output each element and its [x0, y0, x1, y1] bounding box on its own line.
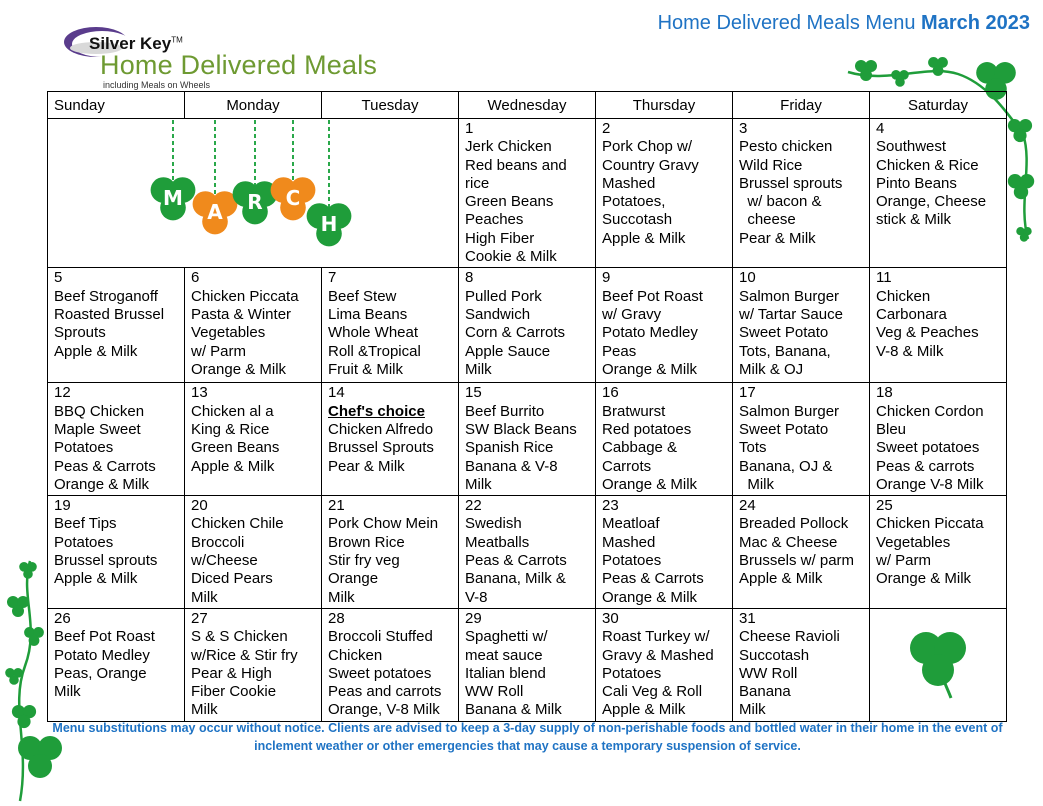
menu-item-line: Potato Medley	[54, 646, 150, 664]
menu-item-line: Gravy & Mashed	[602, 646, 714, 664]
menu-item-line: Apple & Milk	[191, 457, 275, 475]
day-number: 25	[876, 497, 893, 515]
banner-letter: M	[163, 186, 183, 210]
menu-item-line: Mashed	[602, 533, 656, 551]
weekday-header: Tuesday	[322, 92, 459, 119]
day-number: 29	[465, 609, 482, 627]
march-banner-cell	[48, 119, 459, 268]
menu-item-line: Fiber Cookie	[191, 683, 277, 701]
day-cell	[870, 496, 1007, 609]
day-cell	[733, 383, 870, 496]
day-number: 7	[328, 269, 337, 287]
menu-item-line: Bleu	[876, 420, 907, 438]
menu-item-line: Banana & V-8	[465, 457, 558, 475]
menu-item-line: Mac & Cheese	[739, 533, 838, 551]
day-number: 11	[876, 269, 892, 287]
day-number: 13	[191, 384, 208, 402]
menu-item-line: Chicken	[328, 646, 383, 664]
menu-item-line: Peas & Carrots	[602, 570, 704, 588]
menu-item-line: Brussel sprouts	[54, 552, 158, 570]
menu-item-line: Milk	[465, 360, 492, 378]
menu-item-line: High Fiber	[465, 229, 535, 247]
menu-item-line: Chicken	[876, 287, 931, 305]
menu-item-line: Tots, Banana,	[739, 342, 831, 360]
week-row	[48, 608, 1007, 721]
menu-item-line: Spanish Rice	[465, 439, 554, 457]
menu-item-line: Apple & Milk	[54, 342, 138, 360]
menu-item-line: Chicken Cordon	[876, 402, 984, 420]
menu-item-line: Orange & Milk	[54, 475, 150, 493]
menu-item-line: S & S Chicken	[191, 628, 288, 646]
menu-item-line: Potatoes	[54, 533, 114, 551]
day-cell	[596, 268, 733, 383]
menu-item-line: Pasta & Winter	[191, 305, 292, 323]
day-cell	[322, 383, 459, 496]
menu-item-line: Succotash	[602, 211, 673, 229]
menu-item-line: Brussels w/ parm	[739, 552, 855, 570]
day-cell	[185, 608, 322, 721]
logo-service-name: Home Delivered Meals	[100, 50, 378, 80]
menu-item-line: Banana	[739, 683, 791, 701]
menu-item-line: Broccoli	[191, 533, 245, 551]
day-number: 14	[328, 384, 345, 402]
day-cell	[185, 383, 322, 496]
menu-item-line: Orange, V-8 Milk	[328, 701, 440, 719]
menu-item-line: Milk	[328, 588, 355, 606]
menu-item-line: Broccoli Stuffed	[328, 628, 433, 646]
menu-item-line: Potatoes	[602, 664, 662, 682]
day-number: 16	[602, 384, 619, 402]
day-number: 18	[876, 384, 893, 402]
day-cell	[459, 496, 596, 609]
day-cell	[322, 608, 459, 721]
menu-item-line: WW Roll	[465, 683, 524, 701]
menu-item-line: Pear & Milk	[328, 457, 405, 475]
menu-item-line: Beef Pot Roast	[54, 628, 155, 646]
menu-item-line: Roasted Brussel	[54, 305, 165, 323]
day-cell	[596, 119, 733, 268]
shamrock-cell	[870, 608, 1007, 721]
day-number: 22	[465, 497, 482, 515]
menu-item-line: Orange & Milk	[602, 360, 698, 378]
menu-item-line: Peas & Carrots	[54, 457, 156, 475]
menu-item-line: Sweet potatoes	[328, 664, 432, 682]
day-cell	[48, 268, 185, 383]
menu-item-line: Pear & Milk	[739, 229, 816, 247]
menu-item-line: Milk & OJ	[739, 360, 804, 378]
menu-item-line: Breaded Pollock	[739, 515, 849, 533]
menu-item-line: Swedish	[465, 515, 522, 533]
week-row	[48, 496, 1007, 609]
weekday-header: Saturday	[870, 92, 1007, 119]
day-cell	[322, 268, 459, 383]
menu-item-line: Mashed	[602, 174, 656, 192]
menu-item-line: Spaghetti w/	[465, 628, 548, 646]
menu-item-line: Carrots	[602, 457, 652, 475]
banner-letter: H	[320, 212, 338, 236]
menu-item-line: Fruit & Milk	[328, 360, 403, 378]
day-number: 12	[54, 384, 71, 402]
menu-item-line: Milk	[54, 683, 81, 701]
menu-item-line: Milk	[191, 701, 218, 719]
menu-item-line: Chicken Piccata	[191, 287, 299, 305]
day-number: 5	[54, 269, 63, 287]
weekday-header: Thursday	[596, 92, 733, 119]
day-cell	[48, 608, 185, 721]
menu-item-line: Brussel sprouts	[739, 174, 843, 192]
menu-item-line: Potato Medley	[602, 324, 698, 342]
day-cell	[459, 383, 596, 496]
day-cell	[459, 119, 596, 268]
menu-item-line: Peaches	[465, 211, 524, 229]
menu-item-line: Chicken al a	[191, 402, 274, 420]
weekday-header: Sunday	[48, 92, 185, 119]
menu-item-line: Beef Burrito	[465, 402, 545, 420]
week-row	[48, 119, 1007, 268]
menu-item-line: Apple & Milk	[602, 229, 686, 247]
menu-item-line: stick & Milk	[876, 211, 951, 229]
menu-item-line: Milk	[739, 475, 774, 493]
menu-item-line: Sweet potatoes	[876, 439, 980, 457]
menu-item-line: Chicken Alfredo	[328, 420, 434, 438]
menu-item-line: meat sauce	[465, 646, 543, 664]
menu-item-line: Cheese Ravioli	[739, 628, 840, 646]
menu-item-line: Red potatoes	[602, 420, 692, 438]
menu-item-line: Bratwurst	[602, 402, 666, 420]
menu-item-line: V-8	[465, 588, 488, 606]
menu-item-line: Potatoes	[602, 552, 662, 570]
menu-item-line: Banana, OJ &	[739, 457, 833, 475]
menu-item-line: Whole Wheat	[328, 324, 419, 342]
menu-item-line: Pulled Pork	[465, 287, 542, 305]
day-number: 6	[191, 269, 200, 287]
menu-item-line: Lima Beans	[328, 305, 408, 323]
menu-item-line: Vegetables	[191, 324, 266, 342]
menu-item-line: Jerk Chicken	[465, 138, 552, 156]
day-cell	[459, 608, 596, 721]
menu-item-line: Succotash	[739, 646, 810, 664]
menu-item-line: Country Gravy	[602, 156, 699, 174]
menu-item-line: Pear & High	[191, 664, 272, 682]
banner-letter: C	[285, 186, 301, 210]
menu-item-line: Peas and carrots	[328, 683, 442, 701]
menu-item-line: Peas & Carrots	[465, 552, 567, 570]
menu-calendar	[47, 91, 1007, 722]
day-cell	[733, 119, 870, 268]
menu-item-line: Banana & Milk	[465, 701, 562, 719]
menu-item-line: Milk	[739, 701, 766, 719]
weekday-header: Monday	[185, 92, 322, 119]
menu-item-line: Wild Rice	[739, 156, 803, 174]
day-cell	[185, 268, 322, 383]
menu-item-line: Apple & Milk	[602, 701, 686, 719]
menu-item-line: Veg & Peaches	[876, 324, 979, 342]
menu-item-line: Cookie & Milk	[465, 248, 557, 266]
menu-item-line: Pinto Beans	[876, 174, 957, 192]
menu-item-line: Stir fry veg	[328, 552, 400, 570]
menu-item-line: Banana, Milk &	[465, 570, 566, 588]
march-banner-icon	[133, 120, 373, 260]
menu-item-line: Milk	[465, 475, 492, 493]
menu-item-line: Italian blend	[465, 664, 546, 682]
menu-item-line: King & Rice	[191, 420, 270, 438]
menu-item-line: Chicken Piccata	[876, 515, 984, 533]
menu-item-line: Brussel Sprouts	[328, 439, 434, 457]
menu-item-line: Red beans and	[465, 156, 567, 174]
menu-item-line: Chicken Chile	[191, 515, 284, 533]
menu-item-line: Pork Chop w/	[602, 138, 693, 156]
day-cell	[596, 383, 733, 496]
day-cell	[596, 496, 733, 609]
menu-item-line: w/ Tartar Sauce	[739, 305, 843, 323]
day-number: 4	[876, 120, 885, 137]
menu-item-line: Meatballs	[465, 533, 530, 551]
menu-item-line: Carbonara	[876, 305, 947, 323]
menu-item-line: w/Rice & Stir fry	[191, 646, 298, 664]
day-number: 9	[602, 269, 611, 287]
menu-item-line: w/ bacon &	[739, 193, 822, 211]
weekday-header: Friday	[733, 92, 870, 119]
day-number: 20	[191, 497, 208, 515]
menu-item-line: Brown Rice	[328, 533, 405, 551]
menu-item-line: Chicken & Rice	[876, 156, 979, 174]
menu-item-line: Green Beans	[465, 193, 554, 211]
menu-item-line: Cabbage &	[602, 439, 678, 457]
menu-item-line: cheese	[739, 211, 796, 229]
menu-item-line: BBQ Chicken	[54, 402, 145, 420]
menu-item-line: Corn & Carrots	[465, 324, 566, 342]
menu-item-line: Peas, Orange	[54, 664, 147, 682]
menu-item-line: Salmon Burger	[739, 287, 840, 305]
day-number: 23	[602, 497, 619, 515]
weekday-header-row	[48, 92, 1007, 119]
day-number: 1	[465, 120, 474, 137]
day-cell	[48, 496, 185, 609]
day-cell	[459, 268, 596, 383]
menu-item-line: Orange & Milk	[876, 570, 972, 588]
menu-item-line: Peas & carrots	[876, 457, 975, 475]
menu-item-line: V-8 & Milk	[876, 342, 944, 360]
day-number: 26	[54, 609, 71, 627]
day-number: 19	[54, 497, 71, 515]
banner-letter: R	[247, 190, 263, 214]
menu-item-line: WW Roll	[739, 664, 798, 682]
menu-item-line: Pork Chow Mein	[328, 515, 439, 533]
menu-item-line: Beef Pot Roast	[602, 287, 703, 305]
logo-tagline: including Meals on Wheels	[103, 80, 211, 90]
menu-item-line: Green Beans	[191, 439, 280, 457]
menu-item-line: Beef Tips	[54, 515, 117, 533]
menu-item-line: Orange & Milk	[191, 360, 287, 378]
day-number: 21	[328, 497, 345, 515]
menu-item-line: Salmon Burger	[739, 402, 840, 420]
day-cell	[322, 496, 459, 609]
menu-item-line: Pesto chicken	[739, 138, 833, 156]
menu-item-line: w/ Parm	[191, 342, 247, 360]
menu-item-line: Apple & Milk	[739, 570, 823, 588]
menu-item-line: Orange	[328, 570, 379, 588]
day-number: 30	[602, 609, 619, 627]
day-cell	[596, 608, 733, 721]
day-number: 8	[465, 269, 474, 287]
menu-item-line: Sweet Potato	[739, 324, 829, 342]
day-number: 10	[739, 269, 756, 287]
day-number: 31	[739, 609, 756, 627]
menu-item-line: w/Cheese	[191, 552, 258, 570]
menu-item-line: w/ Gravy	[602, 305, 662, 323]
day-cell	[733, 268, 870, 383]
footer-notice: Menu substitutions may occur without notice. Clients are advised to keep a 3-day supply of non-perishable foods and bottled water in their home in the event of inclement weather or other emergencies that may cause a temporary suspension of service.	[52, 721, 1003, 753]
day-cell	[733, 496, 870, 609]
menu-item-line: Sweet Potato	[739, 420, 829, 438]
menu-item-line: Beef Stroganoff	[54, 287, 158, 305]
menu-item-line: Potatoes,	[602, 193, 666, 211]
week-row	[48, 268, 1007, 383]
shamrock-icon	[903, 622, 973, 702]
menu-item-line: Peas	[602, 342, 637, 360]
menu-item-line: Milk	[191, 588, 218, 606]
day-number: 24	[739, 497, 756, 515]
menu-item-line: Diced Pears	[191, 570, 273, 588]
day-number: 3	[739, 120, 748, 137]
menu-item-line: Maple Sweet	[54, 420, 141, 438]
menu-item-line: Roast Turkey w/	[602, 628, 710, 646]
logo	[62, 24, 422, 94]
menu-item-line: Cali Veg & Roll	[602, 683, 703, 701]
menu-item-line: Vegetables	[876, 533, 951, 551]
day-cell	[870, 383, 1007, 496]
menu-item-line: Sandwich	[465, 305, 531, 323]
menu-item-line: Southwest	[876, 138, 947, 156]
chefs-choice-label: Chef's choice	[328, 402, 425, 420]
weekday-header: Wednesday	[459, 92, 596, 119]
menu-item-line: Roll &Tropical	[328, 342, 421, 360]
day-number: 17	[739, 384, 756, 402]
menu-item-line: Potatoes	[54, 439, 114, 457]
menu-item-line: Meatloaf	[602, 515, 660, 533]
logo-brand: Silver Key™	[89, 34, 183, 53]
banner-letter: A	[207, 200, 223, 224]
day-number: 28	[328, 609, 345, 627]
menu-item-line: Orange & Milk	[602, 475, 698, 493]
menu-item-line: rice	[465, 174, 490, 192]
menu-item-line: Apple Sauce	[465, 342, 551, 360]
menu-item-line: Orange & Milk	[602, 588, 698, 606]
day-cell	[733, 608, 870, 721]
day-cell	[870, 268, 1007, 383]
menu-item-line: Apple & Milk	[54, 570, 138, 588]
menu-item-line: Orange V-8 Milk	[876, 475, 984, 493]
menu-item-line: SW Black Beans	[465, 420, 577, 438]
day-cell	[48, 383, 185, 496]
menu-item-line: w/ Parm	[876, 552, 932, 570]
menu-item-line: Beef Stew	[328, 287, 397, 305]
page-title: Home Delivered Meals Menu March 2023	[657, 12, 1030, 34]
day-number: 2	[602, 120, 611, 137]
menu-item-line: Sprouts	[54, 324, 106, 342]
menu-item-line: Orange, Cheese	[876, 193, 987, 211]
day-cell	[185, 496, 322, 609]
day-cell	[870, 119, 1007, 268]
day-number: 27	[191, 609, 208, 627]
menu-item-line: Tots	[739, 439, 767, 457]
week-row	[48, 383, 1007, 496]
day-number: 15	[465, 384, 482, 402]
